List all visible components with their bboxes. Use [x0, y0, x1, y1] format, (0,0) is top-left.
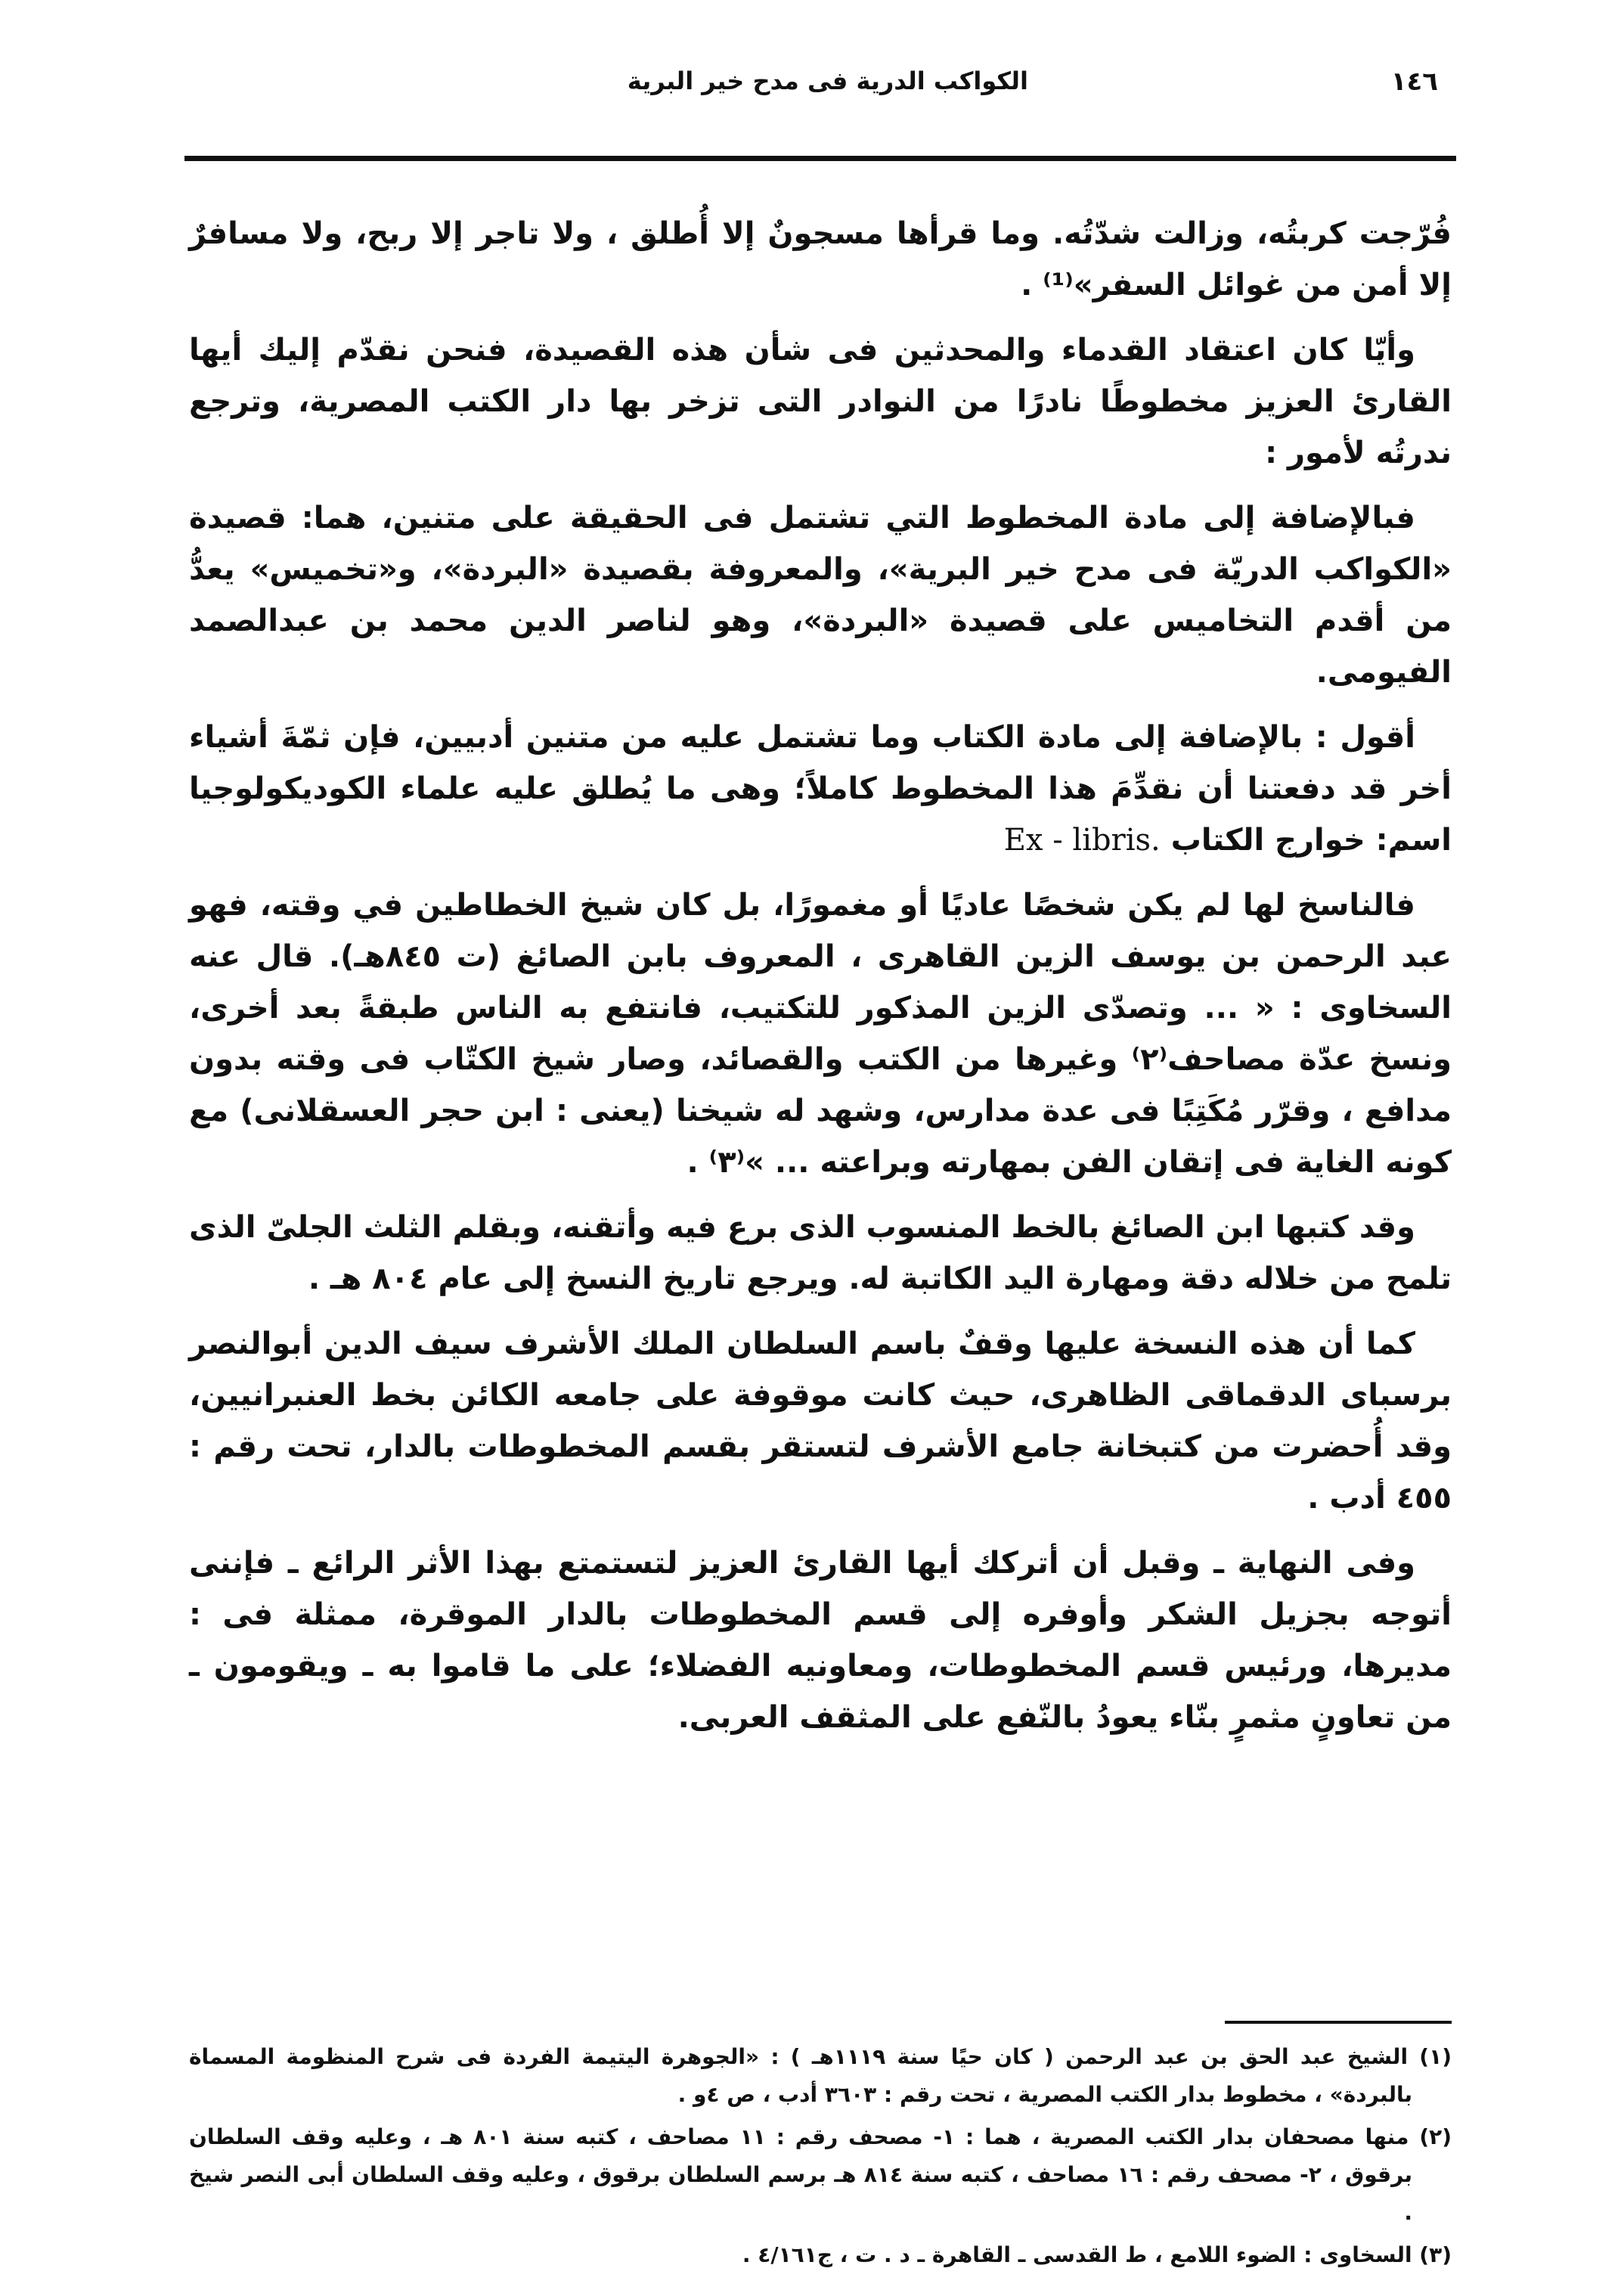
paragraph: فُرّجت كربتُه، وزالت شدّتُه. وما قرأها مسجونٌ إلا أُطلق ، ولا تاجر إلا ربح، ولا مسافرٌ إلا أمن من غوائل السفر»⁽¹⁾ . — [189, 216, 1452, 303]
latin-term: Ex - libris. — [1003, 823, 1161, 858]
running-title: الكواكب الدرية فى مدح خير البرية — [627, 67, 1028, 95]
paragraph: وقد كتبها ابن الصائغ بالخط المنسوب الذى برع فيه وأتقنه، وبقلم الثلث الجلىّ الذى تلمح من خلاله دقة ومهارة اليد الكاتبة له. ويرجع تاريخ النسخ إلى عام ٨٠٤ هـ . — [189, 1210, 1452, 1296]
footnote: (١) الشيخ عبد الحق بن عبد الرحمن ( كان حيًا سنة ١١١٩هـ ) : «الجوهرة اليتيمة الفردة فى شرح المنظومة المسماة بالبردة» ، مخطوط بدار الكتب المصرية ، تحت رقم : ٣٦٠٣ أدب ، ص ٤و . — [189, 2044, 1452, 2107]
paragraph-text: أقول : بالإضافة إلى مادة الكتاب وما تشتمل عليه من متنين أدبيين، فإن ثمّةَ أشياء أخر قد دفعتنا أن نقدِّمَ هذا المخطوط كاملاً؛ وهى ما يُطلق عليه علماء الكوديكولوجيا اسم: خوارج الكتاب — [189, 720, 1452, 858]
footnote: (٣) السخاوى : الضوء اللامع ، ط القدسى ـ القاهرة ـ د . ت ، ج٤/١٦١ . — [742, 2242, 1452, 2267]
book-page — [189, 45, 1452, 2269]
header-rule — [184, 156, 1456, 161]
footnote: (٢) منها مصحفان بدار الكتب المصرية ، هما : ١- مصحف رقم : ١١ مصاحف ، كتبه سنة ٨٠١ هـ ، وعليه وقف السلطان برقوق ، ٢- مصحف رقم : ١٦ مصاحف ، كتبه سنة ٨١٤ هـ برسم السلطان برقوق ، وعليه وقف السلطان أبى النصر شيخ . — [189, 2124, 1452, 2225]
paragraph: كما أن هذه النسخة عليها وقفٌ باسم السلطان الملك الأشرف سيف الدين أبوالنصر برسباى الدقماقى الظاهرى، حيث كانت موقوفة على جامعه الكائن بخط العنبرانيين، وقد أُحضرت من كتبخانة جامع الأشرف لتستقر بقسم المخطوطات بالدار، تحت رقم : ٤٥٥ أدب . — [189, 1326, 1452, 1516]
page-number: ١٤٦ — [1390, 67, 1438, 97]
paragraph: فالناسخ لها لم يكن شخصًا عاديًا أو مغمورًا، بل كان شيخ الخطاطين في وقته، فهو عبد الرحمن بن يوسف الزين القاهرى ، المعروف بابن الصائغ (ت ٨٤٥هـ). قال عنه السخاوى : « ... وتصدّى الزين المذكور للتكتيب، فانتفع به الناس طبقةً بعد أخرى، ونسخ عدّة مصاحف⁽٢⁾ وغيرها من الكتب والقصائد، وصار شيخ الكتّاب فى وقته بدون مدافع ، وقرّر مُكَتِبًا فى عدة مدارس، وشهد له شيخنا (يعنى : ابن حجر العسقلانى) مع كونه الغاية فى إتقان الفن بمهارته وبراعته ... »⁽٣⁾ . — [189, 888, 1452, 1180]
footnote-rule — [1225, 2021, 1452, 2024]
paragraph: وفى النهاية ـ وقبل أن أتركك أيها القارئ العزيز لتستمتع بهذا الأثر الرائع ـ فإننى أتوجه بجزيل الشكر وأوفره إلى قسم المخطوطات بالدار الموقرة، ممثلة فى : مديرها، ورئيس قسم المخطوطات، ومعاونيه الفضلاء؛ على ما قاموا به ـ ويقومون ـ من تعاونٍ مثمرٍ بنّاء يعودُ بالنّفع على المثقف العربى. — [189, 1546, 1452, 1735]
paragraph — [189, 712, 1452, 866]
paragraph: وأيّا كان اعتقاد القدماء والمحدثين فى شأن هذه القصيدة، فنحن نقدّم إليك أيها القارئ العزيز مخطوطًا نادرًا من النوادر التى تزخر بها دار الكتب المصرية، وترجع ندرتُه لأمور : — [189, 333, 1452, 470]
footnotes — [189, 2038, 1452, 2279]
page-header — [189, 67, 1452, 112]
main-text — [189, 208, 1452, 1757]
paragraph: فبالإضافة إلى مادة المخطوط التي تشتمل فى الحقيقة على متنين، هما: قصيدة «الكواكب الدريّة فى مدح خير البرية»، والمعروفة بقصيدة «البردة»، و«تخميس» يعدُّ من أقدم التخاميس على قصيدة «البردة»، وهو لناصر الدين محمد بن عبدالصمد الفيومى. — [189, 501, 1452, 690]
